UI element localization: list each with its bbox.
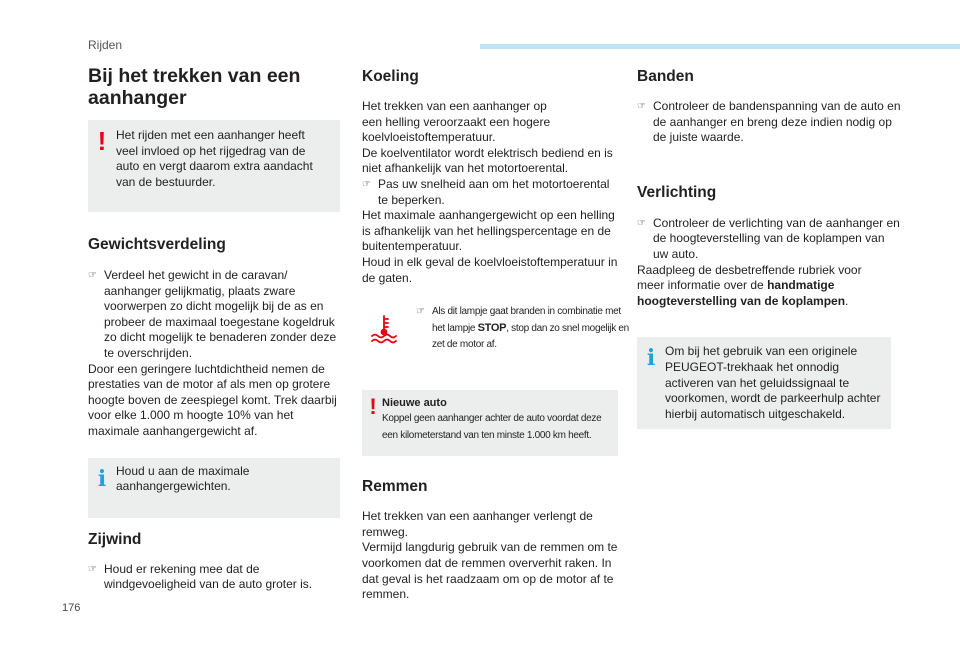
page-title: Bij het trekken van een aanhanger — [88, 65, 301, 109]
info-text-weight: Houd u aan de maximale aanhangergewichten. — [116, 463, 250, 494]
lights-text-after: . — [845, 293, 849, 308]
lights-text-bold: handmatige hoogteverstelling van de koplampen — [637, 278, 846, 308]
column-left — [88, 65, 340, 593]
warning-box — [88, 120, 340, 212]
column-right — [637, 65, 901, 429]
exclamation-icon: ! — [369, 394, 377, 420]
heading-cooling: Koeling — [362, 68, 419, 85]
lights-bullet-text: Controleer de verlichting van de aanhanger en de hoogteverstelling van de koplampen van uw auto. — [653, 215, 900, 261]
brakes-text-1: Het trekken van een aanhanger verlengt de remweg. — [362, 509, 593, 539]
column-middle — [362, 65, 629, 603]
heading-brakes: Remmen — [362, 478, 428, 496]
brakes-text-2: Vermijd langdurig gebruik van de remmen om te voorkomen dat de remmen oververhit raken. In dat geval is het raadzaam om op de motor af te remmen. — [362, 540, 618, 602]
header-accent-bar — [480, 44, 960, 49]
wind-bullet-text: Houd er rekening mee dat de windgevoeligheid van de auto groter is. — [104, 561, 313, 592]
new-car-text: Koppel geen aanhanger achter de auto voordat deze een kilometerstand van ten minste 1.000 km heeft. — [382, 413, 602, 442]
cooling-bullet — [362, 177, 618, 208]
pointing-finger-icon: ☞ — [637, 101, 646, 112]
info-text-parking: Om bij het gebruik van een originele PEUGEOT-trekhaak het onnodig activeren van het geluidssignaal te voorkomen, wordt de parkeerhulp achter hierbij automatisch uitgeschakeld. — [665, 344, 881, 421]
page-number: 176 — [62, 602, 81, 614]
info-icon: i — [646, 345, 656, 372]
heading-weight: Gewichtsverdeling — [88, 236, 226, 253]
lamp-stop-label: STOP — [477, 322, 507, 335]
cooling-text-1: Het trekken van een aanhanger op een helling veroorzaakt een hogere koelvloeistoftemperatuur. — [362, 99, 551, 145]
heading-lighting: Verlichting — [637, 183, 717, 201]
wind-bullet — [88, 562, 340, 593]
info-box-weight — [88, 458, 340, 518]
pointing-finger-icon: ☞ — [416, 306, 425, 318]
tyres-bullet — [637, 99, 903, 146]
lamp-text-before: Als dit lampje gaat branden in combinatie met het lampje — [432, 306, 621, 335]
lamp-text-after: , stop dan zo snel mogelijk en zet de motor af. — [432, 323, 629, 351]
pointing-finger-icon: ☞ — [88, 563, 97, 575]
cooling-text-2: De koelventilator wordt elektrisch bediend en is niet afhankelijk van het motortoerental. — [362, 145, 613, 176]
new-car-title: Nieuwe auto — [382, 397, 447, 410]
new-car-box — [362, 390, 618, 456]
pointing-finger-icon: ☞ — [362, 178, 371, 190]
warning-text: Het rijden met een aanhanger heeft veel invloed op het rijgedrag van de auto en vergt daarom extra aandacht van de bestuurder. — [116, 128, 313, 189]
heading-tyres: Banden — [637, 68, 694, 85]
cooling-text-4: Houd in elk geval de koelvloeistoftemperatuur in de gaten. — [362, 254, 618, 285]
info-box-parking — [637, 337, 891, 429]
lights-text-before: Raadpleeg de desbetreffende rubriek voor meer informatie over de — [637, 262, 862, 293]
lights-bullet — [637, 216, 903, 263]
lights-text — [637, 263, 882, 310]
section-label: Rijden — [88, 38, 123, 52]
lamp-text — [416, 304, 632, 353]
pointing-finger-icon: ☞ — [637, 217, 646, 229]
weight-text: Door een geringere luchtdichtheid nemen de prestaties van de motor af als men op grotere hoogte boven de zeespiegel komt. Trek daarbij voor elke 1.000 m hoogte 10% van het maximale aanhangergewicht af. — [88, 361, 337, 438]
heading-crosswind: Zijwind — [88, 530, 142, 548]
weight-bullet-text: Verdeel het gewicht in de caravan/ aanhanger gelijkmatig, plaats zware voorwerpen zo dicht mogelijk bij de as en probeer de maximaal toegestane kogeldruk zo dicht mogelijk te benaderen zonder deze te overschrijden. — [104, 268, 337, 360]
exclamation-icon: ! — [97, 126, 107, 156]
coolant-temperature-warning-icon — [370, 314, 398, 344]
info-icon: i — [97, 465, 107, 492]
weight-bullet — [88, 268, 340, 362]
cooling-text-3: Het maximale aanhangergewicht op een helling is afhankelijk van het hellingspercentage en de buitentemperatuur. — [362, 208, 615, 254]
tyres-bullet-text: Controleer de bandenspanning van de auto en de aanhanger en breng deze indien nodig op de juiste waarde. — [653, 99, 901, 145]
coolant-warning-block — [362, 306, 629, 382]
cooling-bullet-text: Pas uw snelheid aan om het motortoerental te beperken. — [378, 176, 610, 207]
pointing-finger-icon: ☞ — [88, 270, 97, 281]
